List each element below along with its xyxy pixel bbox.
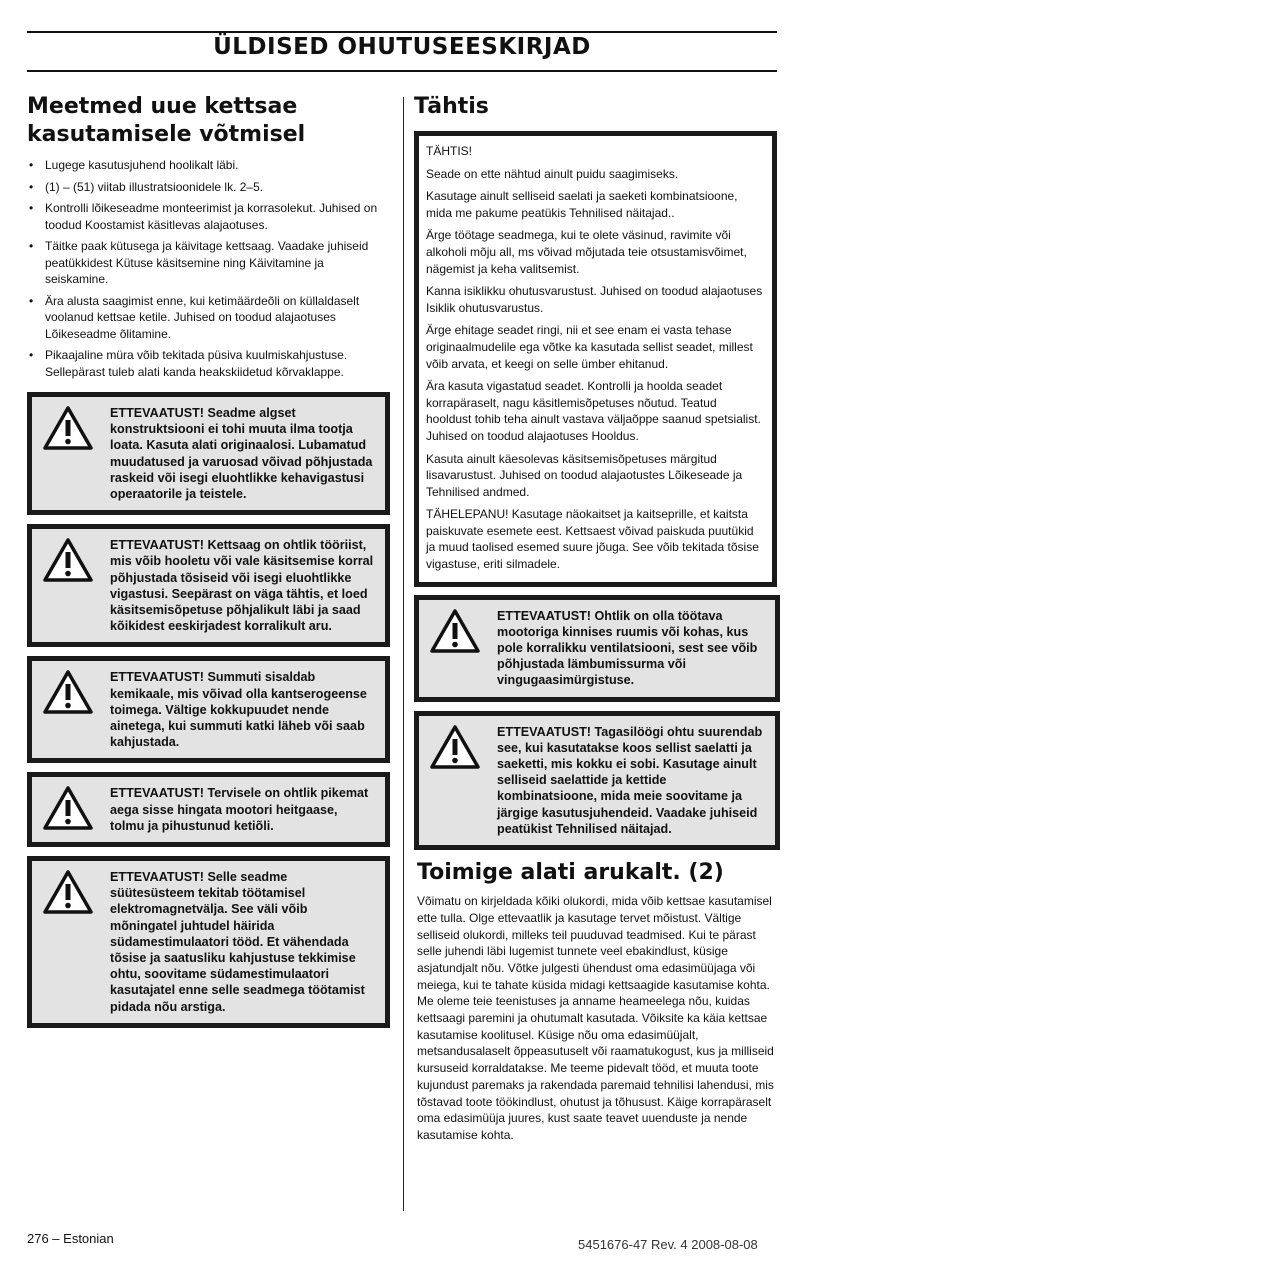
- right-column: [414, 93, 780, 1144]
- warning-box: [414, 595, 780, 702]
- list-item-text: (1) – (51) viitab illustratsioonidele lk. 2–5.: [45, 179, 264, 194]
- warning-triangle-icon: [429, 724, 481, 770]
- list-item: [27, 200, 390, 233]
- section-heading-act-wisely: Toimige alati arukalt. (2): [417, 860, 724, 886]
- warning-triangle-icon: [429, 608, 481, 654]
- header-rule-top: [27, 31, 777, 33]
- warning-text: ETTEVAATUST! Summuti sisaldab kemikaale, mis võivad olla kantserogeense toimega. Vältige kokkupuudet nende ainetega, kui summuti katki läheb või saab kahjustada.: [110, 670, 367, 750]
- warning-triangle-icon: [42, 785, 94, 831]
- list-item-text: Täitke paak kütusega ja käivitage kettsaag. Vaadake juhiseid peatükkidest Kütuse käsitsemine ning Käivitamine ja seiskamine.: [45, 239, 369, 286]
- warning-box: [27, 772, 390, 847]
- important-line: TÄHELEPANU! Kasutage näokaitset ja kaitseprille, et kaitsta paiskuvate esemete eest. Kettsaest võivad paiskuda puutükid ja muud taolised esemed suure jõuga. See võib tekitada tõsise vigastuse, eriti silmadele.: [426, 507, 759, 572]
- warning-text: ETTEVAATUST! Ohtlik on olla töötava mootoriga kinnises ruumis või kohas, kus pole korralikku ventilatsiooni, sest see võib põhjustada lämbumissurma või vingugaasimürgistuse.: [497, 608, 758, 688]
- list-item: [27, 293, 390, 343]
- bullet-icon: •: [29, 158, 34, 172]
- warning-box: [27, 656, 390, 763]
- warning-triangle-icon: [42, 669, 94, 715]
- section-heading-important: Tähtis: [414, 94, 489, 119]
- warning-triangle-icon: [42, 869, 94, 915]
- bullet-icon: •: [29, 201, 34, 215]
- page-number: 276 – Estonian: [27, 1231, 114, 1246]
- warning-triangle-icon: [42, 405, 94, 451]
- bullet-icon: •: [29, 348, 34, 362]
- warning-text: ETTEVAATUST! Tagasilöögi ohtu suurendab see, kui kasutatakse koos sellist saelatti ja saeketti, mis kokku ei sobi. Kasutage ainult selliseid saelattide ja kettide kombinatsioone, mida meie soovitame ja järgige kasutusjuhendeid. Vaadake juhiseid peatükist Tehnilised näitajad.: [497, 724, 763, 836]
- important-line: Ära kasuta vigastatud seadet. Kontrolli ja hoolda seadet korrapäraselt, nagu käsitlemisõpetuses nõutud. Teatud hooldust tohib teha ainult vastava väljaõppe saanud spetsialist. Juhised on toodud alajaotuses Hooldus.: [426, 379, 761, 443]
- body-paragraph: Võimatu on kirjeldada kõiki olukordi, mida võib kettsae kasutamisel ette tulla. Olge ettevaatlik ja kasutage tervet mõistust. Vältige selliseid olukordi, milleks teil puuduvad teadmised. Kui te pärast selle juhendi läbi lugemist tunnete veel ebakindlust, küsige asjatundjalt nõu. Võtke julgesti ühendust oma edasimüüjaga või meiega, kui te tahate küsida midagi kettsaagide kasutamise kohta. Me oleme teie teenistuses ja anname heameelega nõu, kuidas kettsaagi paremini ja ohutumalt kasutada. Võiksite ka käia kettsae kasutamise koolitusel. Küsige nõu oma edasimüüjalt, metsandusalaselt õppeasutuselt või raamatukogust, kus ja milliseid kursuseid korraldatakse. Me teeme pidevalt tööd, et muuta toote kujundust paremaks ja rakendada paremaid tehnilisi lahendusi, mis tõstavad toote töökindlust, ohutust ja tõhusust. Käige korrapäraselt oma edasimüüja juures, kust saate teavet uuenduste ja nende kasutamise kohta.: [417, 894, 774, 1142]
- page-title: ÜLDISED OHUTUSEESKIRJAD: [213, 34, 591, 60]
- list-item: [27, 347, 390, 380]
- warning-box: [27, 856, 390, 1028]
- column-divider: [403, 97, 404, 1211]
- important-line: TÄHTIS!: [426, 144, 473, 158]
- warning-text: ETTEVAATUST! Selle seadme süütesüsteem tekitab töötamisel elektromagnetvälja. See väli võib mõningatel juhtudel häirida südamestimulaatori tööd. Et vähendada tõsise ja saatusliku kahjustuse tekkimise ohtu, soovitame südamestimulaatori kasutajatel enne selle seadmega töötamist pidada nõu arstiga.: [110, 870, 365, 1014]
- important-line: Ärge ehitage seadet ringi, nii et see enam ei vasta tehase originaalmudelile ega võtke ka kasutada sellist seadet, millest võib arvata, et keegi on selle ümber ehitanud.: [426, 323, 753, 371]
- bullet-list: [27, 157, 390, 380]
- important-line: Seade on ette nähtud ainult puidu saagimiseks.: [426, 166, 679, 181]
- warning-text: ETTEVAATUST! Seadme algset konstruktsiooni ei tohi muuta ilma tootja loata. Kasuta alati originaalosi. Lubamatud muudatused ja varuosad võivad põhjustada raskeid või isegi eluohtlikke kehavigastusi operaatorile ja teistele.: [110, 406, 373, 502]
- warning-triangle-icon: [42, 537, 94, 583]
- list-item-text: Ära alusta saagimist enne, kui ketimäärdeõli on küllaldaselt voolanud kettsae ketile. Juhised on toodud alajaotuses Lõikeseadme õlitamine.: [45, 293, 360, 341]
- list-item: [27, 157, 390, 174]
- important-notice-box: [414, 131, 777, 587]
- warning-box: [414, 711, 780, 850]
- important-line: Kasuta ainult käesolevas käsitsemisõpetuses märgitud lisavarustust. Juhised on toodud alajaotustes Lõikeseade ja Tehnilised andmed.: [426, 451, 743, 499]
- warning-text: ETTEVAATUST! Kettsaag on ohtlik tööriist, mis võib hooletu või vale käsitsemise korral põhjustada tõsiseid või isegi eluohtlikke vigastusi. Seepärast on väga tähtis, et loed käsitsemisõpetuse põhjalikult läbi ja saad kõikidest eeskirjadest korralikult aru.: [110, 538, 374, 634]
- important-line: Kasutage ainult selliseid saelati ja saeketi kombinatsioone, mida me pakume peatükis Tehnilised näitajad..: [426, 189, 738, 220]
- warning-box: [27, 524, 390, 647]
- warning-box: [27, 392, 390, 515]
- bullet-icon: •: [29, 179, 34, 194]
- bullet-icon: •: [29, 239, 34, 253]
- left-column: [27, 93, 390, 1037]
- document-reference: 5451676-47 Rev. 4 2008-08-08: [578, 1237, 758, 1252]
- section-heading-new-saw: Meetmed uue kettsae kasutamisele võtmisel: [27, 94, 306, 147]
- list-item-text: Pikaajaline müra võib tekitada püsiva kuulmiskahjustuse. Sellepärast tuleb alati kanda heakskiidetud kõrvaklappe.: [45, 348, 348, 379]
- bullet-icon: •: [29, 293, 34, 308]
- important-line: Ärge töötage seadmega, kui te olete väsinud, ravimite või alkoholi mõju all, ms võivad mõjutada teie otsustamisvõimet, nägemist ja keha valitsemist.: [426, 228, 747, 276]
- warning-text: ETTEVAATUST! Tervisele on ohtlik pikemat aega sisse hingata mootori heitgaase, tolmu ja pihustunud ketiõli.: [110, 786, 369, 833]
- list-item: [27, 179, 390, 196]
- important-line: Kanna isiklikku ohutusvarustust. Juhised on toodud alajaotuses Isiklik ohutusvarustus.: [426, 284, 763, 315]
- list-item-text: Lugege kasutusjuhend hoolikalt läbi.: [45, 158, 239, 172]
- header-rule-bottom: [27, 70, 777, 72]
- list-item-text: Kontrolli lõikeseadme monteerimist ja korrasolekut. Juhised on toodud Koostamist käsitlevas alajaotuses.: [45, 201, 378, 232]
- list-item: [27, 238, 390, 288]
